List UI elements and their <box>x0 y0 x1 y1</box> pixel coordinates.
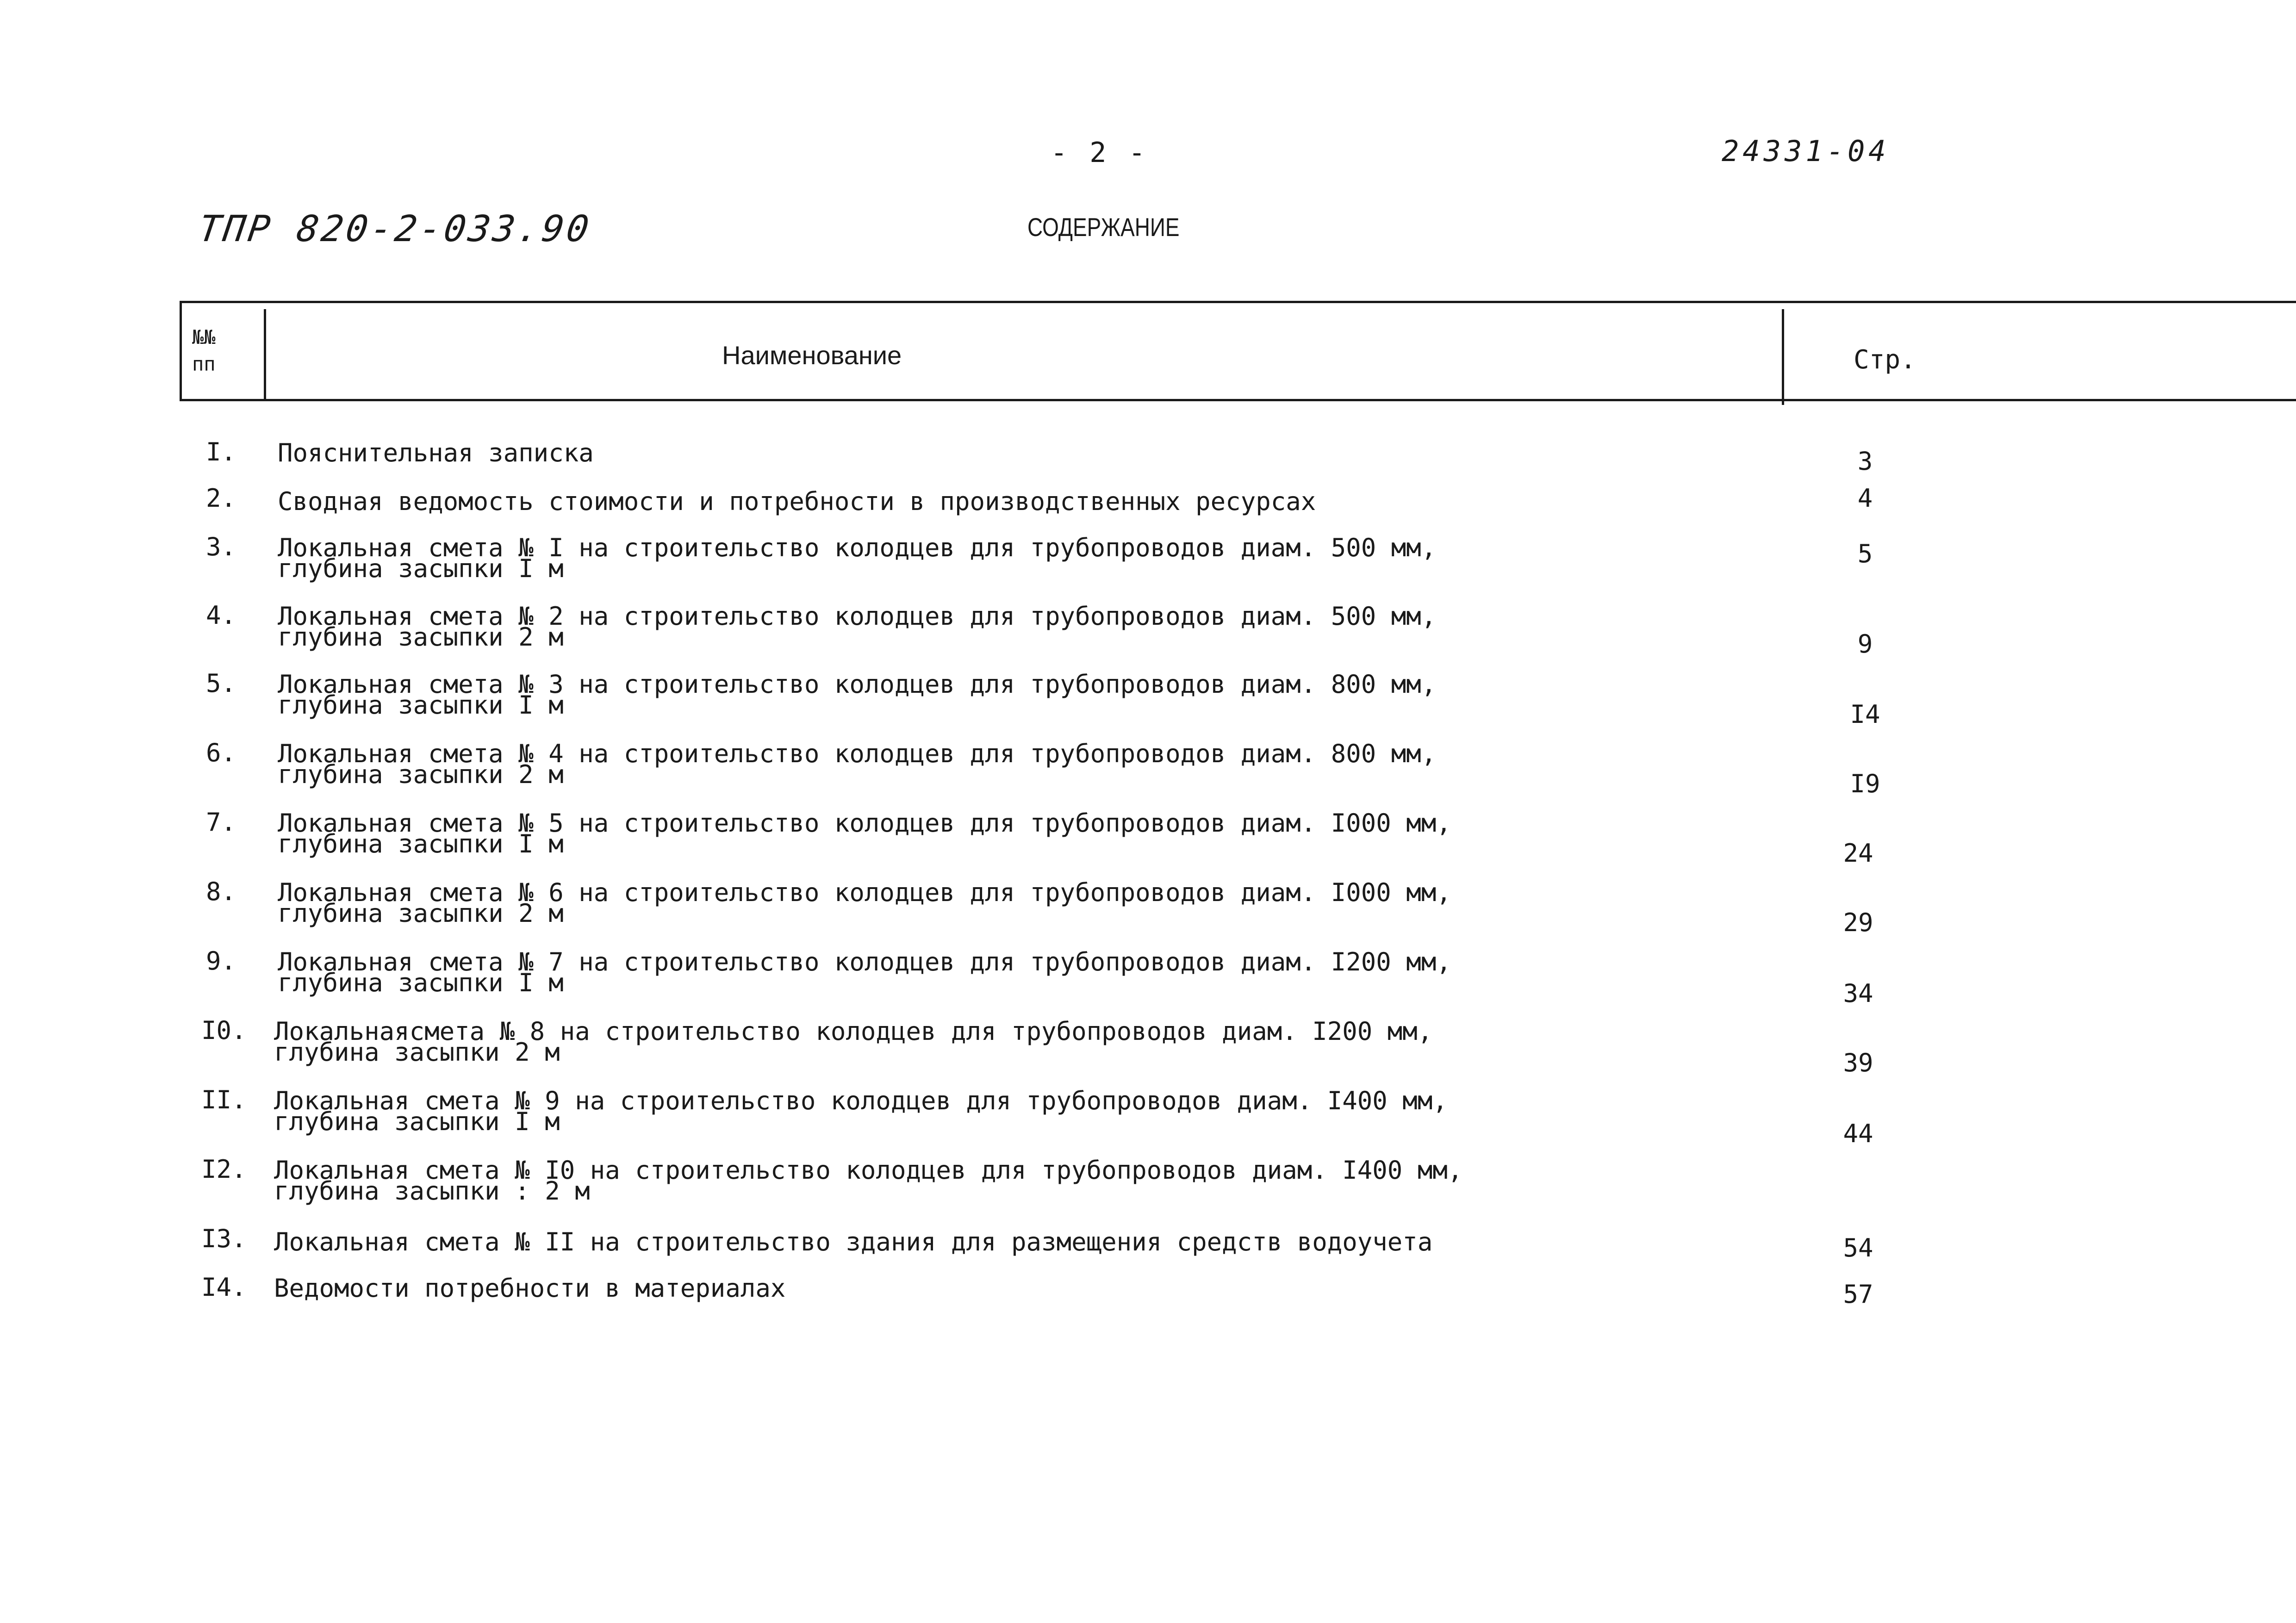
item-title-continued: глубина засыпки I м <box>278 690 564 720</box>
item-number: I. <box>206 437 236 466</box>
table-header-bottom-border <box>180 399 2296 401</box>
item-title-continued: глубина засыпки 2 м <box>278 760 564 789</box>
item-title: Локальная смета № 6 на строительство колодцев для трубопроводов диам. I000 мм, <box>278 878 1451 907</box>
item-title: Локальная смета № 3 на строительство колодцев для трубопроводов диам. 800 мм, <box>278 670 1437 699</box>
item-number: 7. <box>206 808 236 837</box>
item-title-continued: глубина засыпки 2 м <box>278 899 564 928</box>
column-header-name: Наименование <box>722 341 902 370</box>
item-title: Локальная смета № 9 на строительство колодцев для трубопроводов диам. I400 мм, <box>274 1086 1448 1115</box>
table-divider-page <box>1782 309 1784 405</box>
item-title: Пояснительная записка <box>278 438 594 467</box>
item-title-continued: глубина засыпки 2 м <box>274 1038 560 1067</box>
item-title: Локальная смета № I0 на строительство колодцев для трубопроводов диам. I400 мм, <box>274 1156 1463 1185</box>
item-number: I3. <box>201 1224 247 1253</box>
item-number: 3. <box>206 532 236 561</box>
item-number: 5. <box>206 669 236 698</box>
table-divider-num <box>264 309 266 401</box>
item-title-continued: глубина засыпки I м <box>278 829 564 858</box>
item-page: 24 <box>1843 839 1873 868</box>
item-page: 4 <box>1857 484 1873 513</box>
toc-title: СОДЕРЖАНИЕ <box>1027 212 1180 242</box>
item-page: 29 <box>1843 908 1873 937</box>
item-page: 3 <box>1857 447 1873 476</box>
item-number: 8. <box>206 877 236 906</box>
item-number: I0. <box>201 1016 247 1045</box>
series-code: ТПР 820-2-033.90 <box>196 208 594 250</box>
item-title: Локальная смета № 7 на строительство колодцев для трубопроводов диам. I200 мм, <box>278 947 1451 976</box>
item-title-continued: глубина засыпки I м <box>278 968 564 997</box>
item-number: I2. <box>201 1155 247 1184</box>
item-page: 44 <box>1843 1119 1873 1148</box>
item-page: 5 <box>1857 539 1873 568</box>
item-title: Локальная смета № 4 на строительство колодцев для трубопроводов диам. 800 мм, <box>278 739 1437 768</box>
item-title: Локальная смета № 5 на строительство колодцев для трубопроводов диам. I000 мм, <box>278 808 1451 838</box>
item-title: Локальная смета № II на строительство здания для размещения средств водоучета <box>274 1227 1433 1256</box>
item-title: Ведомости потребности в материалах <box>274 1274 786 1303</box>
item-page: I9 <box>1850 769 1880 798</box>
item-title-continued: глубина засыпки : 2 м <box>274 1176 590 1206</box>
page-number: - 2 - <box>1051 137 1148 169</box>
document-code: 24331-04 <box>1722 134 1890 168</box>
column-header-number: №№ пп <box>192 326 216 375</box>
item-number: 6. <box>206 738 236 767</box>
item-page: 9 <box>1857 629 1873 659</box>
item-title-continued: глубина засыпки 2 м <box>278 622 564 652</box>
table-top-border <box>180 301 2296 303</box>
item-title: Сводная ведомость стоимости и потребности в производственных ресурсах <box>278 487 1316 516</box>
item-page: 54 <box>1843 1233 1873 1262</box>
item-page: 34 <box>1843 979 1873 1008</box>
item-title: Локальная смета № I на строительство колодцев для трубопроводов диам. 500 мм, <box>278 533 1437 562</box>
item-title-continued: глубина засыпки I м <box>278 554 564 583</box>
item-number: 4. <box>206 601 236 630</box>
table-left-border <box>180 301 182 401</box>
item-title: Локальнаясмета № 8 на строительство колодцев для трубопроводов диам. I200 мм, <box>274 1017 1433 1046</box>
item-number: I4. <box>201 1273 247 1302</box>
item-page: I4 <box>1850 700 1880 729</box>
item-number: 9. <box>206 946 236 976</box>
item-page: 57 <box>1843 1280 1873 1309</box>
item-title-continued: глубина засыпки I м <box>274 1107 560 1136</box>
item-number: II. <box>201 1085 247 1114</box>
item-page: 39 <box>1843 1048 1873 1077</box>
item-title: Локальная смета № 2 на строительство колодцев для трубопроводов диам. 500 мм, <box>278 602 1437 631</box>
item-number: 2. <box>206 484 236 513</box>
column-header-page: Стр. <box>1854 345 1916 375</box>
